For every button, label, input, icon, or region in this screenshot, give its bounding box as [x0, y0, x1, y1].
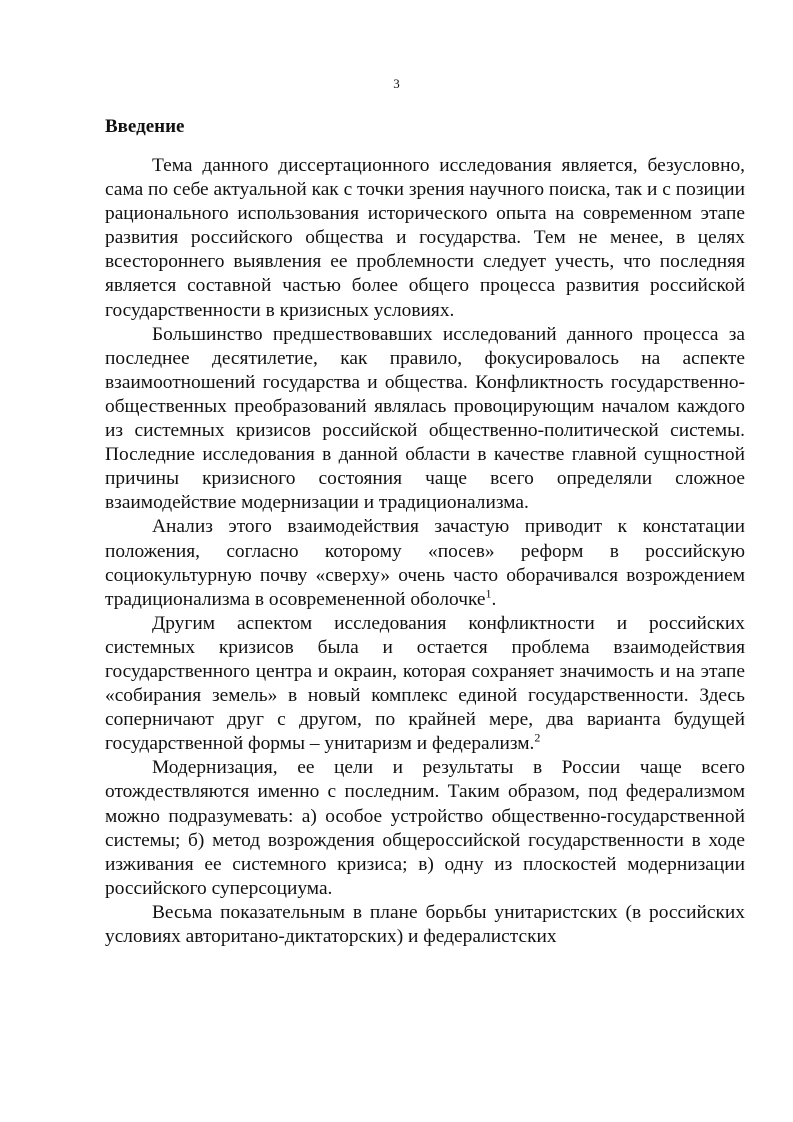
paragraph-5 — [105, 756, 745, 901]
paragraph-text: Весьма показательным в плане борьбы унитаристских (в российских условиях авторитано-диктаторских) и федералистских — [105, 901, 745, 947]
paragraph-text: Анализ этого взаимодействия зачастую приводит к констатации положения, согласно которому «посев» реформ в российскую социокультурную почву «сверху» очень часто оборачивался возрождением традиционализма в осовремененной оболочке — [105, 516, 745, 610]
footnote-marker: 2 — [534, 730, 541, 745]
section-heading: Введение — [105, 116, 185, 137]
paragraph-text: Другим аспектом исследования конфликтности и российских системных кризисов была и остается проблема взаимодействия государственного центра и окраин, которая сохраняет значимость и на этапе «собирания земель» в новый комплекс единой государственности. Здесь соперничают друг с другом, по крайней мере, два варианта будущей государственной формы – унитаризм и федерализм. — [105, 612, 745, 755]
page-content — [105, 114, 745, 949]
paragraph-text: Модернизация, ее цели и результаты в России чаще всего отождествляются именно с последним. Таким образом, под федерализмом можно подразумевать: а) особое устройство общественно-государственной системы; б) метод возрождения общероссийской государственности в ходе изживания ее системного кризиса; в) одну из плоскостей модернизации российского суперсоциума. — [105, 757, 745, 899]
paragraph-1 — [105, 154, 745, 323]
paragraph-text: Тема данного диссертационного исследования является, безусловно, сама по себе актуальной как с точки зрения научного поиска, так и с позиции рационального использования исторического опыта на современном этапе развития российского общества и государства. Тем не менее, в целях всестороннего выявления ее проблемности следует учесть, что последняя является составной частью более общего процесса развития российской государственности в кризисных условиях. — [105, 155, 745, 321]
paragraph-4 — [105, 612, 745, 757]
footnote-marker: 1 — [485, 586, 492, 601]
paragraph-6 — [105, 901, 745, 949]
page-number: 3 — [393, 76, 400, 91]
paragraph-2 — [105, 323, 745, 516]
paragraph-3 — [105, 515, 745, 611]
paragraph-tail: . — [491, 588, 497, 610]
paragraph-text: Большинство предшествовавших исследований данного процесса за последнее десятилетие, как правило, фокусировалось на аспекте взаимоотношений государства и общества. Конфликтность государственно-общественных преобразований являлась провоцирующим началом каждого из системных кризисов российской общественно-политической системы. Последние исследования в данной области в качестве главной сущностной причины кризисного состояния чаще всего определяли сложное взаимодействие модернизации и традиционализма. — [105, 323, 745, 514]
